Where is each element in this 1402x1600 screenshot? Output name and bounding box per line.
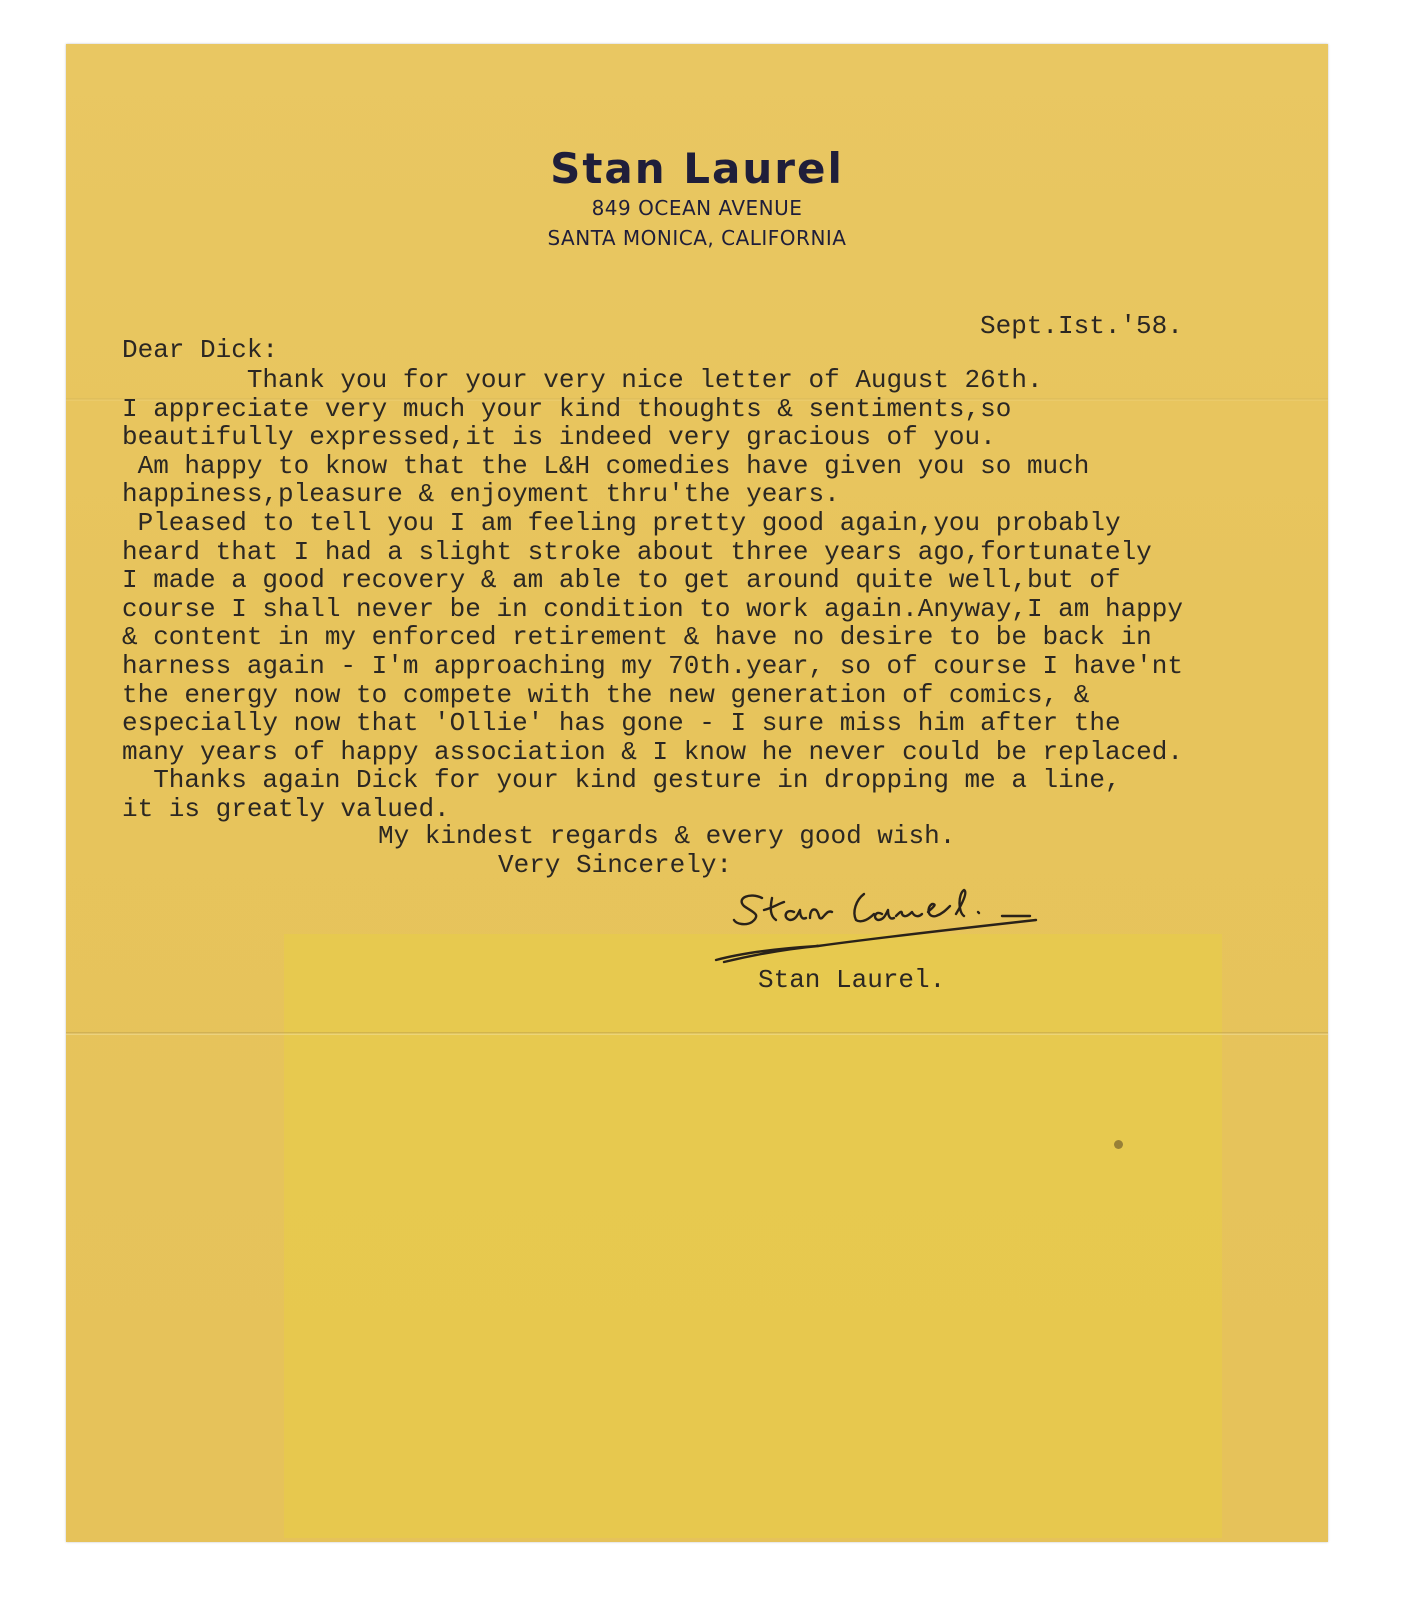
- fold-line: [66, 1032, 1328, 1035]
- body-line: heard that I had a slight stroke about three years ago,fortunately: [122, 536, 1152, 567]
- body-line: Am happy to know that the L&H comedies have given you so much: [122, 450, 1090, 481]
- paper-lower-panel: [284, 934, 1222, 1538]
- body-line: course I shall never be in condition to work again.Anyway,I am happy: [122, 593, 1183, 624]
- body-line: & content in my enforced retirement & have no desire to be back in: [122, 622, 1152, 653]
- body-line: many years of happy association & I know he never could be replaced.: [122, 736, 1183, 767]
- letter-body: [122, 366, 1183, 824]
- typed-signature: Stan Laurel.: [758, 965, 946, 995]
- body-line: happiness,pleasure & enjoyment thru'the years.: [122, 479, 840, 510]
- closing-sign-off: Very Sincerely:: [498, 850, 733, 880]
- body-line: the energy now to compete with the new generation of comics, &: [122, 679, 1090, 710]
- body-line: especially now that 'Ollie' has gone - I sure miss him after the: [122, 708, 1121, 739]
- letter-date: Sept.Ist.'58.: [980, 311, 1183, 341]
- letterhead-name: Stan Laurel: [550, 144, 844, 193]
- closing-regards: My kindest regards & every good wish.: [378, 821, 956, 851]
- body-line: beautifully expressed,it is indeed very gracious of you.: [122, 422, 996, 453]
- body-line: harness again - I'm approaching my 70th.year, so of course I have'nt: [122, 650, 1183, 681]
- ink-spot: [1114, 1140, 1123, 1149]
- letterhead-street: 849 OCEAN AVENUE: [591, 196, 803, 220]
- body-line: I made a good recovery & am able to get around quite well,but of: [122, 565, 1121, 596]
- letter-paper: [66, 44, 1328, 1542]
- body-line: Pleased to tell you I am feeling pretty good again,you probably: [122, 507, 1121, 538]
- body-line: it is greatly valued.: [122, 793, 450, 824]
- body-line: Thanks again Dick for your kind gesture in dropping me a line,: [122, 765, 1121, 796]
- letterhead-city: SANTA MONICA, CALIFORNIA: [547, 226, 847, 250]
- body-line: Thank you for your very nice letter of August 26th.: [122, 365, 1043, 395]
- body-line: I appreciate very much your kind thoughts & sentiments,so: [122, 393, 1012, 424]
- handwritten-signature: [706, 874, 1066, 964]
- salutation: Dear Dick:: [122, 335, 279, 365]
